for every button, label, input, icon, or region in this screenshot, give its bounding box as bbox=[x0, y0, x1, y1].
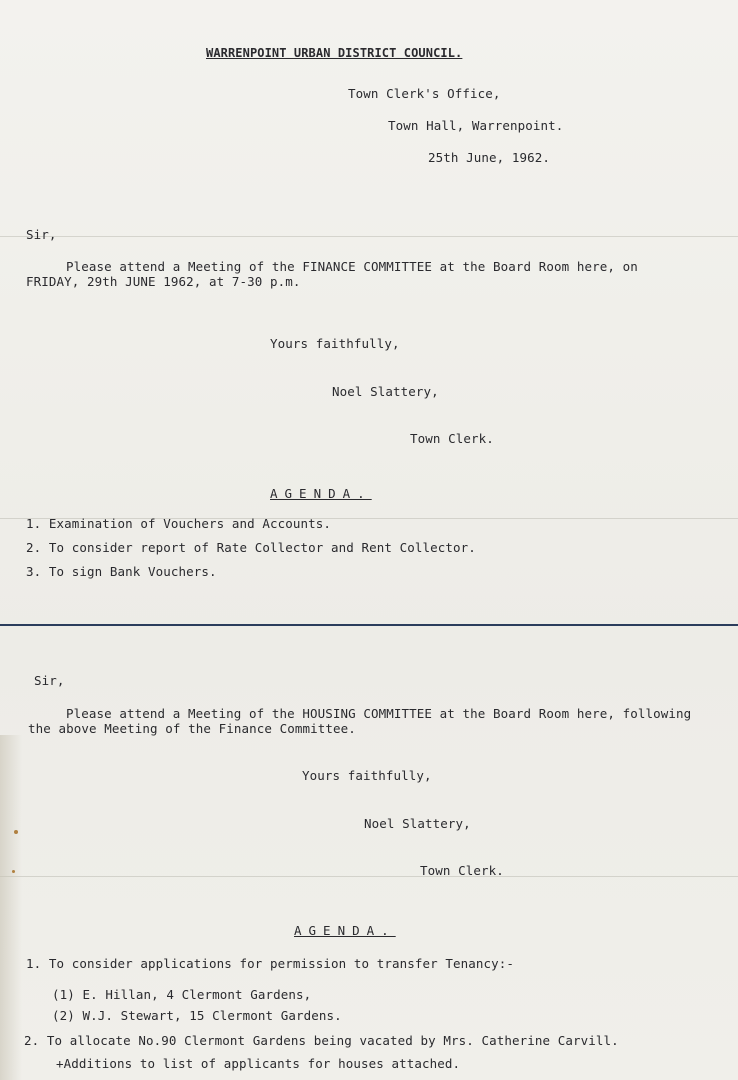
finance-body-line2: FRIDAY, 29th JUNE 1962, at 7-30 p.m. bbox=[26, 274, 301, 289]
finance-role: Town Clerk. bbox=[410, 431, 494, 446]
housing-body-line2: the above Meeting of the Finance Committee. bbox=[28, 721, 356, 736]
office-line: Town Clerk's Office, bbox=[348, 86, 501, 101]
finance-closing: Yours faithfully, bbox=[270, 336, 400, 351]
paper-fold bbox=[0, 876, 738, 877]
housing-agenda-item2: 2. To allocate No.90 Clermont Gardens being vacated by Mrs. Catherine Carvill. bbox=[24, 1033, 619, 1048]
paper-fold bbox=[0, 236, 738, 237]
paper-stain bbox=[14, 830, 18, 834]
housing-subitem: (1) E. Hillan, 4 Clermont Gardens, bbox=[52, 987, 312, 1002]
finance-agenda-item: 3. To sign Bank Vouchers. bbox=[26, 564, 217, 579]
council-title: WARRENPOINT URBAN DISTRICT COUNCIL. bbox=[206, 46, 463, 60]
finance-salutation: Sir, bbox=[26, 227, 57, 242]
housing-footnote: +Additions to list of applicants for houses attached. bbox=[56, 1056, 461, 1071]
paper-edge bbox=[0, 735, 22, 1080]
finance-body-line1: Please attend a Meeting of the FINANCE COMMITTEE at the Board Room here, on bbox=[66, 259, 638, 274]
finance-agenda-item: 2. To consider report of Rate Collector and Rent Collector. bbox=[26, 540, 476, 555]
housing-role: Town Clerk. bbox=[420, 863, 504, 878]
finance-agenda-heading: AGENDA. bbox=[270, 486, 372, 501]
housing-salutation: Sir, bbox=[34, 673, 65, 688]
housing-closing: Yours faithfully, bbox=[302, 768, 432, 783]
housing-body-line1: Please attend a Meeting of the HOUSING COMMITTEE at the Board Room here, following bbox=[66, 706, 692, 721]
date-line: 25th June, 1962. bbox=[428, 150, 551, 165]
finance-signatory: Noel Slattery, bbox=[332, 384, 439, 399]
paper-stain bbox=[12, 870, 15, 873]
housing-signatory: Noel Slattery, bbox=[364, 816, 471, 831]
housing-subitem: (2) W.J. Stewart, 15 Clermont Gardens. bbox=[52, 1008, 342, 1023]
section-divider bbox=[0, 624, 738, 626]
address-line: Town Hall, Warrenpoint. bbox=[388, 118, 564, 133]
finance-agenda-item: 1. Examination of Vouchers and Accounts. bbox=[26, 516, 332, 531]
housing-agenda-heading: AGENDA. bbox=[294, 923, 396, 938]
housing-agenda-item1: 1. To consider applications for permission to transfer Tenancy:- bbox=[26, 956, 515, 971]
